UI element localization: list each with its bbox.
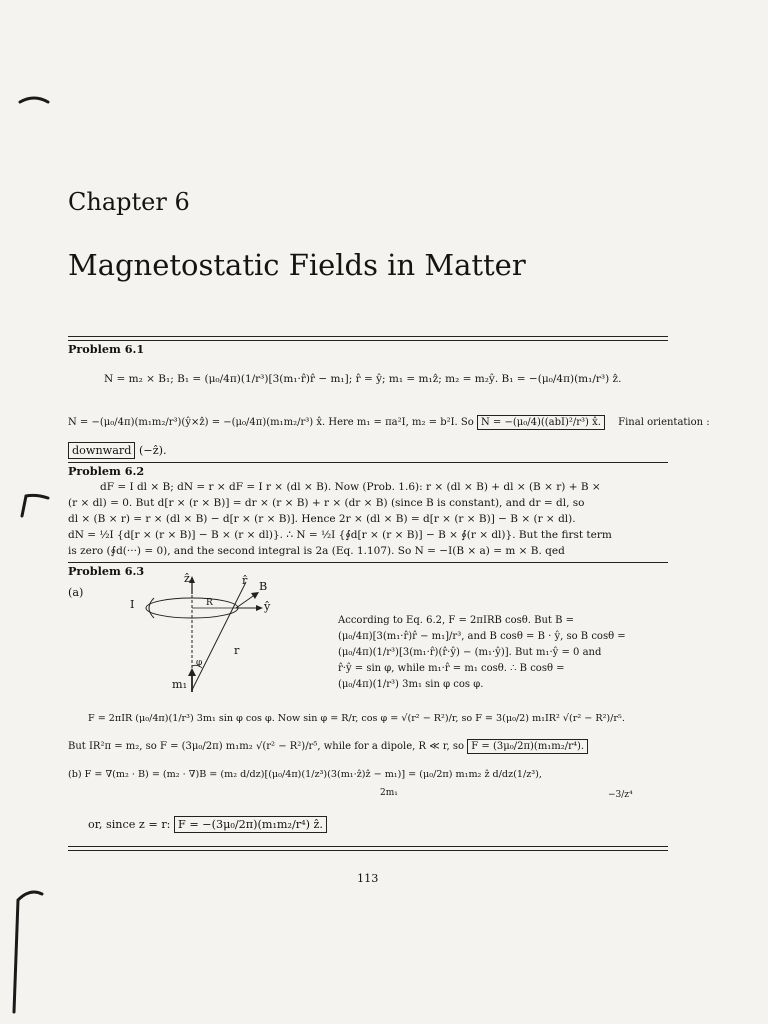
page-number: 113 <box>357 872 379 885</box>
part-a-label: (a) <box>68 586 84 599</box>
problem-6-1-line-3-text: (−ẑ). <box>139 444 167 457</box>
dipole-force-boxed: F = (3μ₀/2π)(m₁m₂/r⁴). <box>467 739 588 754</box>
downward-boxed: downward <box>68 442 135 459</box>
part-a-side-text: (μ₀/4π)(1/r³)[3(m₁·r̂)(r̂·ŷ) − (m₁·ŷ)]. But m₁·ŷ = 0 and <box>338 647 602 658</box>
figure-label-m1: m₁ <box>172 678 188 691</box>
part-a-side-text: (μ₀/4π)(1/r³) 3m₁ sin φ cos φ. <box>338 679 484 690</box>
torque-boxed-result: N = −(μ₀/4)((abI)²/r³) x̂. <box>477 415 605 430</box>
figure-label-b: B <box>259 580 268 593</box>
problem-6-2-heading: Problem 6.2 <box>68 464 145 478</box>
figure-label-distance: r <box>234 644 240 657</box>
section-rule <box>68 340 668 341</box>
figure-label-z: ẑ <box>184 572 190 585</box>
figure-label-y: ŷ <box>264 600 271 613</box>
problem-6-2-line: is zero (∮d(···) = 0), and the second integral is 2a (Eq. 1.107). So N = −I(B × a) = m × B. qed <box>68 545 565 557</box>
figure-label-radius: R <box>206 598 213 608</box>
chapter-title: Magnetostatic Fields in Matter <box>68 248 526 282</box>
underbrace-label-minus3: −3/z⁴ <box>608 790 633 800</box>
problem-6-1-line-2a: N = −(μ₀/4π)(m₁m₂/r³)(ŷ×ẑ) = −(μ₀/4π)(m₁m₂/r³) x̂. Here m₁ = πa²I, m₂ = b²I. So <box>68 417 474 428</box>
problem-6-2-line: dl × (B × r) = r × (dl × B) − d[r × (r × B)]. Hence 2r × (dl × B) = d[r × (r × B)] − B × (r × dl). <box>68 513 576 525</box>
part-b-equation: (b) F = ∇(m₂ · B) = (m₂ · ∇)B = (m₂ d/dz)[(μ₀/4π)(1/z³)(3(m₁·ẑ)ẑ − m₁)] = (μ₀/2π) m₁m₂ ẑ d/dz(1/z³), <box>68 769 542 780</box>
final-result <box>88 818 327 832</box>
section-rule <box>68 562 668 563</box>
dipole-approximation <box>68 740 588 754</box>
problem-6-2-line: dN = ½I {d[r × (r × B)] − B × (r × dl)}. ∴ N = ½I {∮d[r × (r × B)] − B × ∮(r × dl)}. But the first term <box>68 529 612 541</box>
margin-pen-mark <box>6 880 46 1020</box>
problem-6-1-heading: Problem 6.1 <box>68 342 145 356</box>
problem-6-2-line: dF = I dl × B; dN = r × dF = I r × (dl × B). Now (Prob. 1.6): r × (dl × B) + dl × (B × r) + B × <box>100 481 601 493</box>
force-equation: F = 2πIR (μ₀/4π)(1/r³) 3m₁ sin φ cos φ. Now sin φ = R/r, cos φ = √(r² − R²)/r, so F = 3(μ₀/2) m₁IR² √(r² − R²)/r⁵. <box>88 713 625 724</box>
dipole-approximation-text: But IR²π = m₂, so F = (3μ₀/2π) m₁m₂ √(r² − R²)/r⁵, while for a dipole, R ≪ r, so <box>68 741 465 752</box>
margin-pen-mark <box>16 88 52 116</box>
problem-6-1-line-2b: Final orientation : <box>618 417 710 428</box>
figure-label-current: I <box>130 598 135 611</box>
underbrace-label-2m1: 2m₁ <box>380 788 398 798</box>
section-rule <box>68 846 668 847</box>
problem-6-3-heading: Problem 6.3 <box>68 564 145 578</box>
part-a-side-text: r̂·ŷ = sin φ, while m₁·r̂ = m₁ cosθ. ∴ B cosθ = <box>338 663 565 674</box>
section-rule <box>68 336 668 337</box>
problem-6-1-line-2 <box>68 416 710 430</box>
problem-6-1-line-3 <box>68 444 167 458</box>
problem-6-2-line: (r × dl) = 0. But d[r × (r × B)] = dr × (r × B) + r × (dr × B) (since B is constant), and dr = dl, so <box>68 497 585 509</box>
problem-6-1-line-1: N = m₂ × B₁; B₁ = (μ₀/4π)(1/r³)[3(m₁·r̂)r̂ − m₁]; r̂ = ŷ; m₁ = m₁ẑ; m₂ = m₂ŷ. B₁ = −(μ₀/4π)(m₁/r³) ẑ. <box>104 373 622 385</box>
final-force-boxed: F = −(3μ₀/2π)(m₁m₂/r⁴) ẑ. <box>174 816 327 833</box>
part-a-side-text: (μ₀/4π)[3(m₁·r̂)r̂ − m₁]/r³, and B cosθ = B · ŷ, so B cosθ = <box>338 631 626 642</box>
part-a-side-text: According to Eq. 6.2, F = 2πIRB cosθ. But B = <box>338 615 575 626</box>
dipole-loop-figure <box>120 572 300 696</box>
figure-label-angle: φ <box>196 658 203 668</box>
section-rule <box>68 850 668 851</box>
figure-label-r-hat: r̂ <box>242 574 248 587</box>
section-rule <box>68 462 668 463</box>
final-result-text: or, since z = r: <box>88 818 171 831</box>
chapter-label: Chapter 6 <box>68 188 190 216</box>
margin-pen-mark <box>16 490 52 520</box>
